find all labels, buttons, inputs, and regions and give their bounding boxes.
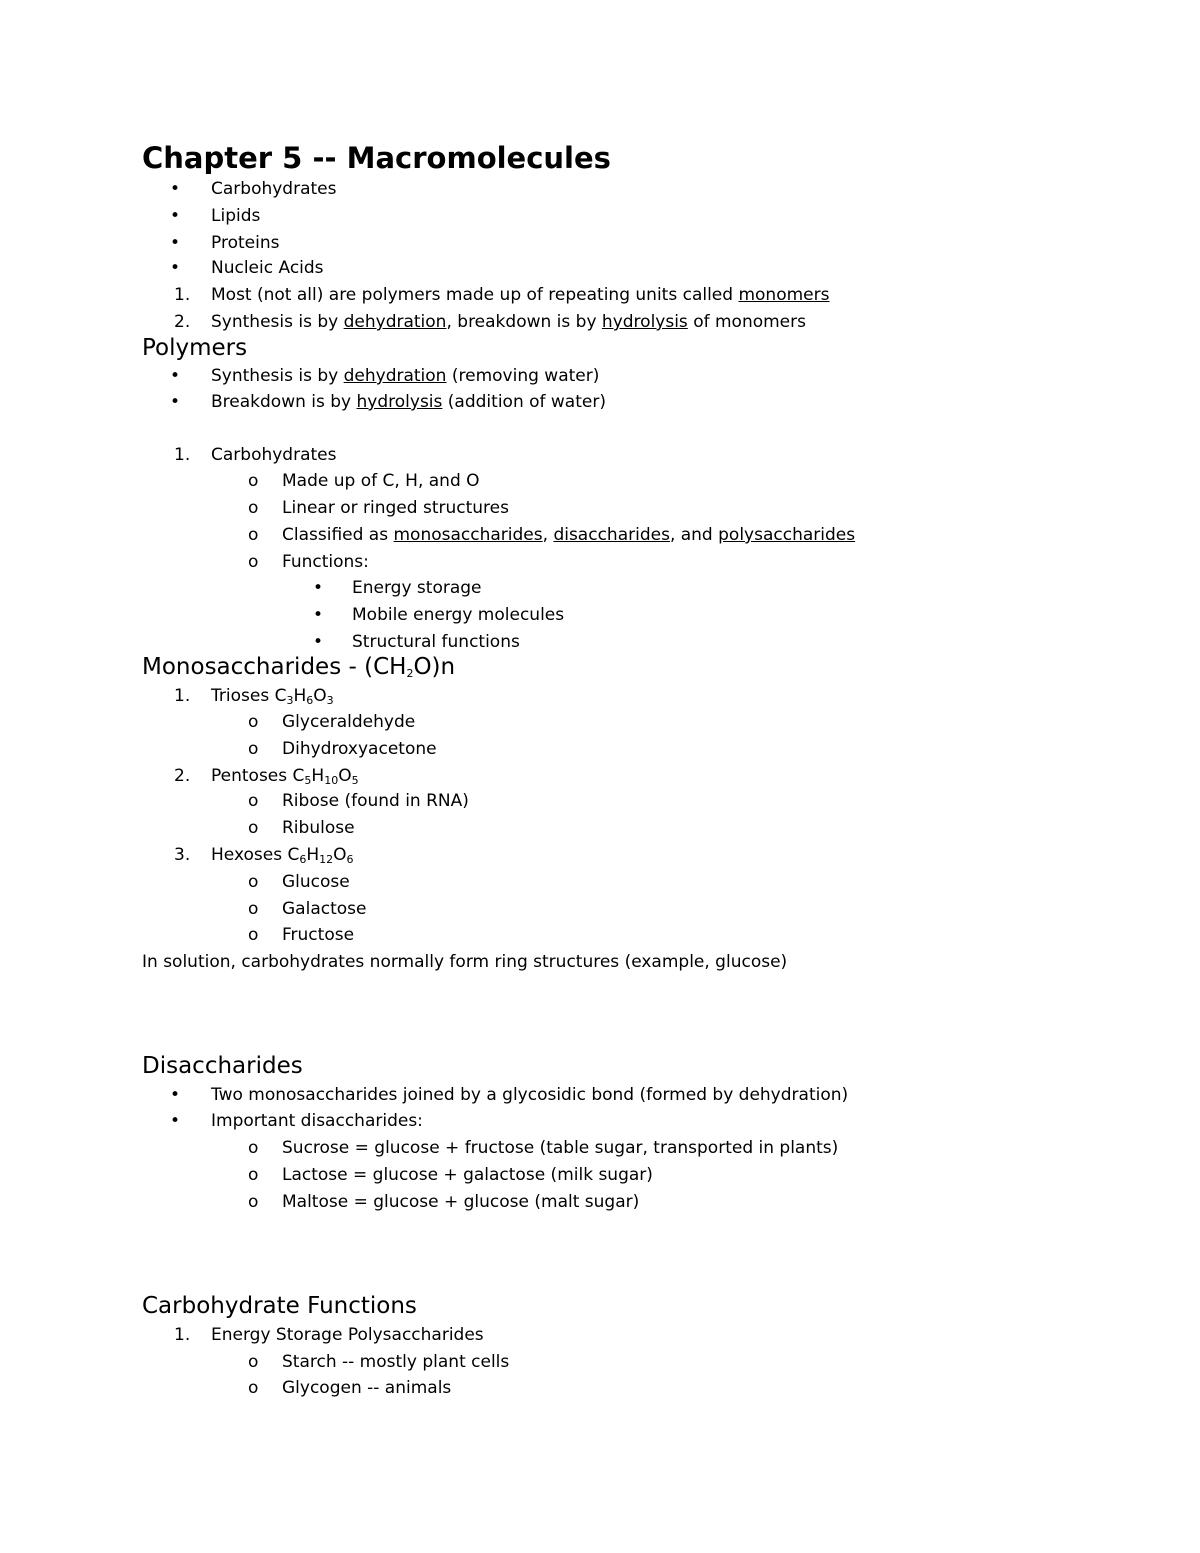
bullet-marker: • [170, 1111, 181, 1131]
bullet-marker: • [170, 258, 181, 278]
list-item [170, 178, 180, 200]
subscript: 5 [351, 774, 359, 787]
list-item-text: Carbohydrates [211, 179, 337, 199]
list-item-text: Ribulose [282, 818, 355, 838]
text-span: Synthesis is by [211, 312, 344, 332]
text-span: Synthesis is by [211, 366, 344, 386]
text-span: (removing water) [446, 366, 600, 386]
subscript: 5 [304, 774, 312, 787]
list-item-text: Proteins [211, 233, 280, 253]
list-item [170, 365, 180, 387]
circle-marker: o [248, 1138, 259, 1158]
list-item-text [211, 365, 599, 387]
list-item-text: Galactose [282, 899, 367, 919]
list-number: 1. [174, 445, 191, 465]
circle-marker: o [248, 818, 259, 838]
underlined-term: polysaccharides [718, 525, 856, 545]
text-span: O [333, 845, 347, 865]
list-item-text: Starch -- mostly plant cells [282, 1352, 510, 1372]
text-span: Classified as [282, 525, 394, 545]
underlined-term: monomers [738, 285, 830, 305]
text-span: , and [669, 525, 719, 545]
text-span: H [311, 766, 325, 786]
list-item-text: Glyceraldehyde [282, 712, 416, 732]
subscript: 12 [319, 853, 334, 866]
text-span: H [306, 845, 320, 865]
bullet-marker: • [170, 206, 181, 226]
circle-marker: o [248, 1378, 259, 1398]
list-item-text: Ribose (found in RNA) [282, 791, 469, 811]
bullet-marker: • [313, 605, 324, 625]
section-heading [142, 652, 455, 682]
underlined-term: monosaccharides [393, 525, 543, 545]
list-item-text [211, 685, 334, 707]
bullet-marker: • [170, 233, 181, 253]
underlined-term: hydrolysis [601, 312, 688, 332]
list-item-text: Energy storage [352, 578, 482, 598]
list-item-text: Energy Storage Polysaccharides [211, 1325, 484, 1345]
underlined-term: disaccharides [553, 525, 670, 545]
circle-marker: o [248, 1352, 259, 1372]
list-item-text: Made up of C, H, and O [282, 471, 480, 491]
list-number: 2. [174, 312, 191, 332]
section-heading: Disaccharides [142, 1053, 303, 1079]
text-span: Pentoses C [211, 766, 305, 786]
list-item-text: Linear or ringed structures [282, 498, 509, 518]
text-span: O)n [413, 654, 456, 680]
list-number: 3. [174, 845, 191, 865]
circle-marker: o [248, 872, 259, 892]
list-item-text [282, 524, 855, 546]
list-item-text: Carbohydrates [211, 445, 337, 465]
circle-marker: o [248, 552, 259, 572]
section-heading: Polymers [142, 335, 248, 361]
subscript: 3 [326, 694, 334, 707]
list-item-text: Mobile energy molecules [352, 605, 565, 625]
subscript: 6 [299, 853, 307, 866]
bullet-marker: • [170, 366, 181, 386]
circle-marker: o [248, 525, 259, 545]
circle-marker: o [248, 1192, 259, 1212]
page-title: Chapter 5 -- Macromolecules [142, 141, 611, 175]
circle-marker: o [248, 925, 259, 945]
text-span: H [293, 686, 307, 706]
list-item-text: Structural functions [352, 632, 520, 652]
bullet-marker: • [313, 632, 324, 652]
circle-marker: o [248, 1165, 259, 1185]
text-span: Breakdown is by [211, 392, 357, 412]
underlined-term: dehydration [343, 312, 447, 332]
bullet-marker: • [170, 179, 181, 199]
list-item [170, 257, 180, 279]
underlined-term: dehydration [343, 366, 447, 386]
text-span: , [542, 525, 554, 545]
list-item [170, 205, 180, 227]
circle-marker: o [248, 739, 259, 759]
subscript: 6 [346, 853, 354, 866]
list-item-text: Nucleic Acids [211, 258, 324, 278]
list-item-text [211, 391, 606, 413]
list-number: 1. [174, 285, 191, 305]
list-item-text: Lipids [211, 206, 261, 226]
list-item-text: Maltose = glucose + glucose (malt sugar) [282, 1192, 640, 1212]
list-item-text: Lactose = glucose + galactose (milk sugar) [282, 1165, 653, 1185]
subscript: 10 [324, 774, 339, 787]
list-number: 2. [174, 766, 191, 786]
text-span: Most (not all) are polymers made up of repeating units called [211, 285, 739, 305]
text-span: , breakdown is by [446, 312, 602, 332]
list-item [170, 391, 180, 413]
section-heading: Carbohydrate Functions [142, 1293, 417, 1319]
underlined-term: hydrolysis [356, 392, 443, 412]
text-span: (addition of water) [442, 392, 606, 412]
circle-marker: o [248, 712, 259, 732]
list-item-text: Functions: [282, 552, 369, 572]
text-span: O [338, 766, 352, 786]
bullet-marker: • [313, 578, 324, 598]
subscript: 3 [286, 694, 294, 707]
list-item-text: Fructose [282, 925, 355, 945]
list-item-text [211, 844, 354, 866]
list-item-text [211, 284, 829, 306]
bullet-marker: • [170, 392, 181, 412]
paragraph: In solution, carbohydrates normally form ring structures (example, glucose) [142, 952, 788, 972]
list-item-text: Glycogen -- animals [282, 1378, 452, 1398]
text-span: of monomers [687, 312, 806, 332]
bullet-marker: • [170, 1085, 181, 1105]
list-item-text: Two monosaccharides joined by a glycosidic bond (formed by dehydration) [211, 1085, 849, 1105]
text-span: Hexoses C [211, 845, 300, 865]
list-item-text: Glucose [282, 872, 350, 892]
circle-marker: o [248, 899, 259, 919]
list-item-text: Important disaccharides: [211, 1111, 423, 1131]
list-item-text [211, 311, 806, 333]
subscript: 6 [306, 694, 314, 707]
list-item-text [211, 765, 359, 787]
list-item-text: Dihydroxyacetone [282, 739, 437, 759]
text-span: O [313, 686, 327, 706]
list-item [170, 232, 180, 254]
text-span: Monosaccharides - (CH [142, 654, 407, 680]
list-number: 1. [174, 1325, 191, 1345]
circle-marker: o [248, 791, 259, 811]
circle-marker: o [248, 498, 259, 518]
text-span: Trioses C [211, 686, 287, 706]
subscript: 2 [406, 667, 414, 680]
list-number: 1. [174, 686, 191, 706]
circle-marker: o [248, 471, 259, 491]
list-item-text: Sucrose = glucose + fructose (table sugar, transported in plants) [282, 1138, 839, 1158]
